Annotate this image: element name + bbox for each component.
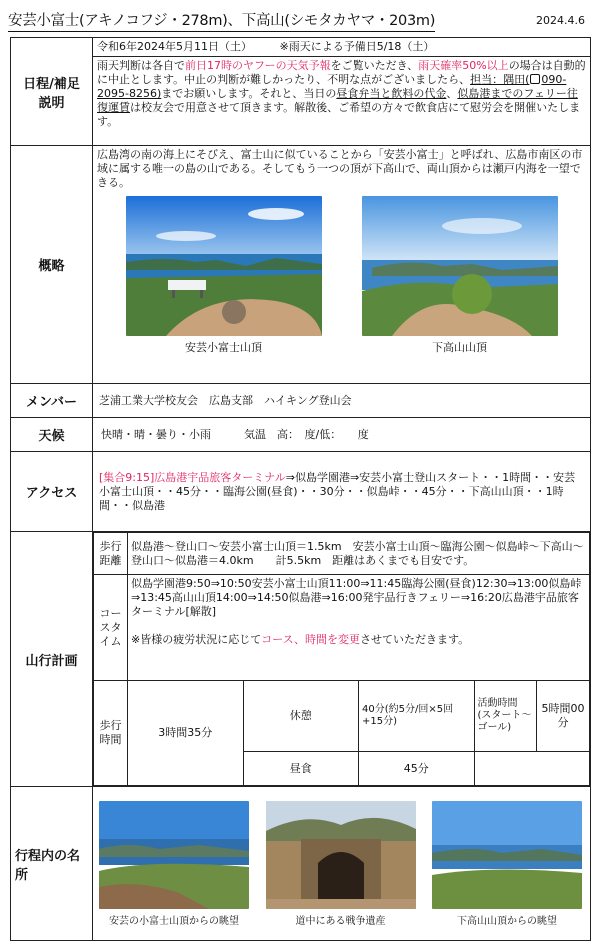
shimotakayama-view-photo <box>432 801 582 927</box>
spot2-caption: 道中にある戦争遺産 <box>295 916 386 927</box>
members-label: メンバー <box>11 384 93 418</box>
active-time-label: 活動時間 (スタート～ゴール) <box>475 681 537 751</box>
walk-time-value: 3時間35分 <box>128 681 244 786</box>
weather-text: 快晴・晴・曇り・小雨 気温 高： 度/低： 度 <box>93 418 591 452</box>
overview-label: 概略 <box>11 146 93 384</box>
walk-distance-text: 似島港～登山口～安芸小富士山頂＝1.5km 安芸小富士山頂～臨海公園～似島峠～下高山～登山口～似島港＝4.0km 計5.5km 距離はあくまでも目安です。 <box>128 533 590 575</box>
akikofuji-view-photo <box>99 801 249 927</box>
lunch-label: 昼食 <box>243 752 359 786</box>
akikofuji-summit-photo <box>126 196 322 355</box>
rest-label: 休憩 <box>243 681 359 752</box>
members-text: 芝浦工業大学校友会 広島支部 ハイキング登山会 <box>93 384 591 418</box>
spot1-caption: 安芸の小富士山頂からの眺望 <box>109 916 239 927</box>
photo1-caption: 安芸小富士山頂 <box>185 341 262 354</box>
plan-label: 山行計画 <box>11 532 93 787</box>
page-title: 安芸小富士(アキノコフジ・278m)、下高山(シモタカヤマ・203m) <box>8 9 435 32</box>
course-time-text: 似島学園港9:50⇒10:50安芸小富士山頂11:00⇒11:45臨海公園(昼食)12:30⇒13:00似島峠⇒13:45高山山頂14:00⇒14:50似島港⇒16:00発宇品行きフェリー⇒16:20広島港宇品旅客ターミナル[解散] ※皆様の疲労状況に応じてコース、時間を変更させていただきます。 <box>128 575 590 681</box>
photo2-caption: 下高山山頂 <box>432 341 487 354</box>
access-text: [集合9:15]広島港宇品旅客ターミナル⇒似島学園港⇒安芸小富士登山スタート・・1時間・・安芸小富士山頂・・45分・・臨海公園(昼食)・・30分・・似島峠・・45分・・下高山山頂・・1時間・・似島港 <box>93 452 591 532</box>
shimotakayama-summit-photo <box>362 196 558 355</box>
schedule-notes: 雨天判断は各自で前日17時のヤフーの天気予報をご覧いただき、雨天確率50%以上の場合は自動的に中止とします。中止の判断が難しかったり、不明な点がございましたら、担当：隅田( 090-2095-8256)までお願いします。それと、当日の昼食弁当と飲料の代金、似島港までのフェリー往復運賃は校友会で用意させて頂きます。解散後、ご希望の方々で飲食店にて慰労会を開催いたします。 <box>97 59 586 128</box>
spots-label: 行程内の名 所 <box>11 787 93 941</box>
overview-text: 広島湾の南の海上にそびえ、富士山に似ていることから「安芸小富士」と呼ばれ、広島市南区の市域に属する唯一の島の山である。そしてもう一つの頂が下高山で、両山頂からは瀬戸内海を一望できる。 <box>97 148 583 189</box>
walk-time-label: 歩行時間 <box>94 681 128 786</box>
schedule-date: 令和6年2024年5月11日（土） ※雨天による予備日5/18（土） <box>93 38 590 57</box>
walk-distance-label: 歩行距離 <box>94 533 128 575</box>
spot3-caption: 下高山山頂からの眺望 <box>457 916 557 927</box>
access-label: アクセス <box>11 452 93 532</box>
phone-icon <box>530 74 540 84</box>
document-date: 2024.4.6 <box>536 14 585 27</box>
info-table <box>10 37 591 941</box>
course-time-label: コースタイム <box>94 575 128 681</box>
war-ruins-photo <box>266 801 416 927</box>
lunch-value: 45分 <box>359 752 475 786</box>
active-time-value: 5時間00分 <box>541 702 585 729</box>
rest-value: 40分(約5分/回×5回+15分) <box>359 681 475 752</box>
schedule-label: 日程/補足 説明 <box>11 38 93 146</box>
plan-table <box>93 532 590 786</box>
weather-label: 天候 <box>11 418 93 452</box>
